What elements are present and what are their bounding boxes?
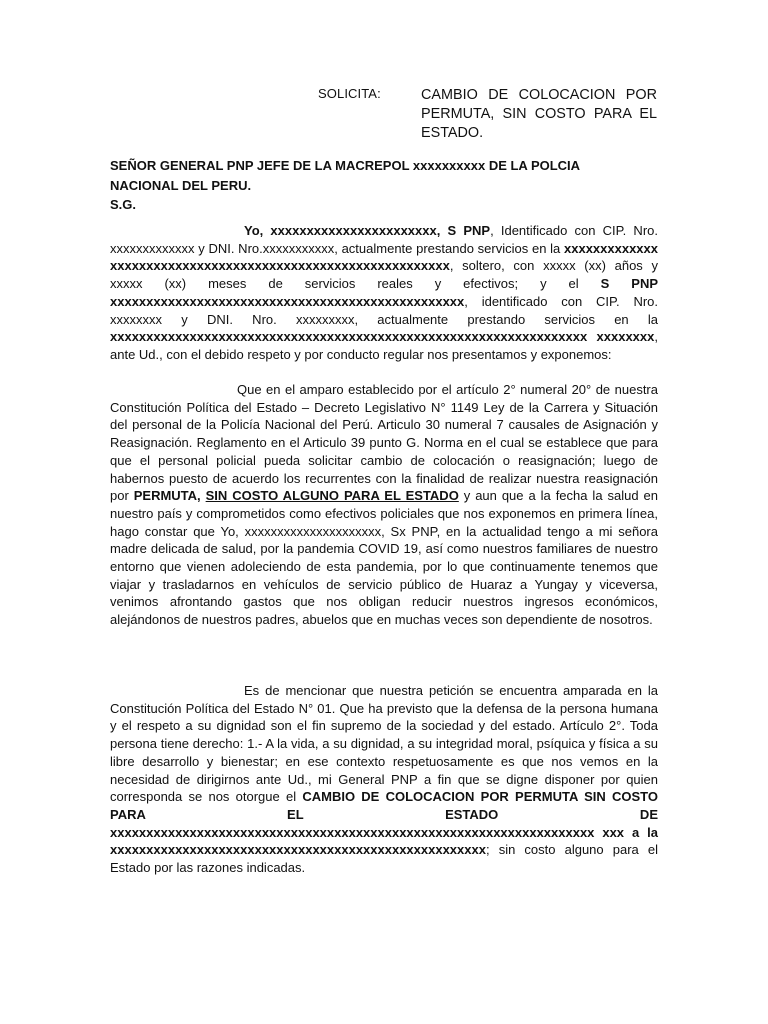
unit-two: xxxxxxxxxxxxxxxxxxxxxxxxxxxxxxxxxxxxxxxxxxxxxxxxxxxxxxxxxxxxxxxxxx xxxxxxxx — [110, 329, 655, 345]
petition-text-1: Es de mencionar que nuestra petición se encuentra amparada en la Constitución Política del Estado N° 01. Que ha previsto que la defensa de la persona humana y el respeto a su dignidad son el fin supremo de la sociedad y del estado. Artículo 2°. Toda persona tiene derecho: 1.- A la vida, a su dignidad, a su integridad moral, psíquica y física a su libre desarrollo y bienestar; en ese contexto respetuosamente es que nos vemos en la necesidad de dirigirnos ante Ud., mi General PNP a fin que se digne disponer por quien corresponda se nos otorgue el — [110, 683, 658, 805]
request-subject: CAMBIO DE COLOCACION POR PERMUTA, SIN COSTO PARA EL ESTADO. — [421, 87, 657, 141]
paragraph-legal-basis — [110, 381, 658, 629]
intro-text-3: , identificado con CIP. Nro. xxxxxxxx y DNI. Nro. xxxxxxxxx, actualmente prestando servicios en la — [110, 293, 658, 327]
petition-text-2: ; sin costo alguno para el Estado por las razones indicadas. — [110, 842, 658, 876]
unit-one: xxxxxxxxxxxxxxxxxxxxxxxxxxxxxxxxxxxxxxxxxxxxxxxxxxxxxxxxxxxx — [110, 240, 658, 274]
applicant-one-name: Yo, xxxxxxxxxxxxxxxxxxxxxxx, S PNP — [244, 223, 491, 238]
applicant-two-name: S PNP xxxxxxxxxxxxxxxxxxxxxxxxxxxxxxxxxxxxxxxxxxxxxxxxx — [110, 276, 658, 309]
paragraph-petition — [110, 682, 658, 877]
permuta-emphasis: PERMUTA, — [133, 488, 201, 504]
intro-text-2: , soltero, con xxxxx (xx) años y xxxxx (xx) meses de servicios reales y efectivos; y el — [110, 258, 658, 292]
addressee-line-3: S.G. — [110, 197, 137, 212]
no-cost-emphasis: SIN COSTO ALGUNO PARA EL ESTADO — [205, 488, 459, 504]
paragraph-introduction — [110, 222, 658, 364]
addressee-line-2: NACIONAL DEL PERU. — [110, 177, 252, 193]
petition-request-emphasis: CAMBIO DE COLOCACION POR PERMUTA SIN COSTO PARA EL ESTADO DE xxxxxxxxxxxxxxxxxxxxxxxxxxxxxxxxxxxxxxxxxxxxxxxxxxxxxxxxxxxxxxxxxxx xxx a la xxxxxxxxxxxxxxxxxxxxxxxxxxxxxxxxxxxxxxxxxxxxxxxxxxxx — [110, 789, 659, 858]
intro-text-4: , ante Ud., con el debido respeto y por conducto regular nos presentamos y exponemos: — [110, 329, 658, 362]
legal-text-1: Que en el amparo establecido por el artículo 2° numeral 20° de nuestra Constitución Política del Estado – Decreto Legislativo N° 1149 Ley de la Carrera y Situación del personal de la Policía Nacional del Perú. Articulo 30 numeral 7 causales de Asignación y Reasignación. Reglamento en el Articulo 39 punto G. Norma en el cual se establece que para que el personal policial pueda solicitar cambio de colocación o reasignación; luego de habernos puesto de acuerdo los recurrentes con la finalidad de realizar nuestra reasignación por — [110, 382, 658, 504]
addressee-block — [110, 156, 658, 215]
intro-text-1: , Identificado con CIP. Nro. xxxxxxxxxxxxx y DNI. Nro.xxxxxxxxxxx, actualmente prestando servicios en la — [110, 223, 658, 256]
legal-text-2: y aun que a la fecha la salud en nuestro país y comprometidos como efectivos policiales que nos exponemos en primera línea, hago constar que Yo, xxxxxxxxxxxxxxxxxxxxx, Sx PNP, en la actualidad tengo a mi señora madre delicada de salud, por la pandemia COVID 19, así como nuestros familiares de nuestro entorno que vienen adoleciendo de esta pandemia, por lo que continuamente tenemos que viajar y trasladarnos en vehículos de servicio público de Huaraz a Yungay y viceversa, venimos afrontando gastos que nos obligan reducir nuestros ingresos económicos, alejándonos de nuestros padres, abuelos que en muchas veces son dependiente de nosotros. — [110, 488, 658, 628]
solicita-label: SOLICITA: — [318, 86, 381, 101]
addressee-line-1: SEÑOR GENERAL PNP JEFE DE LA MACREPOL xxxxxxxxxx DE LA POLCIA — [110, 158, 581, 173]
